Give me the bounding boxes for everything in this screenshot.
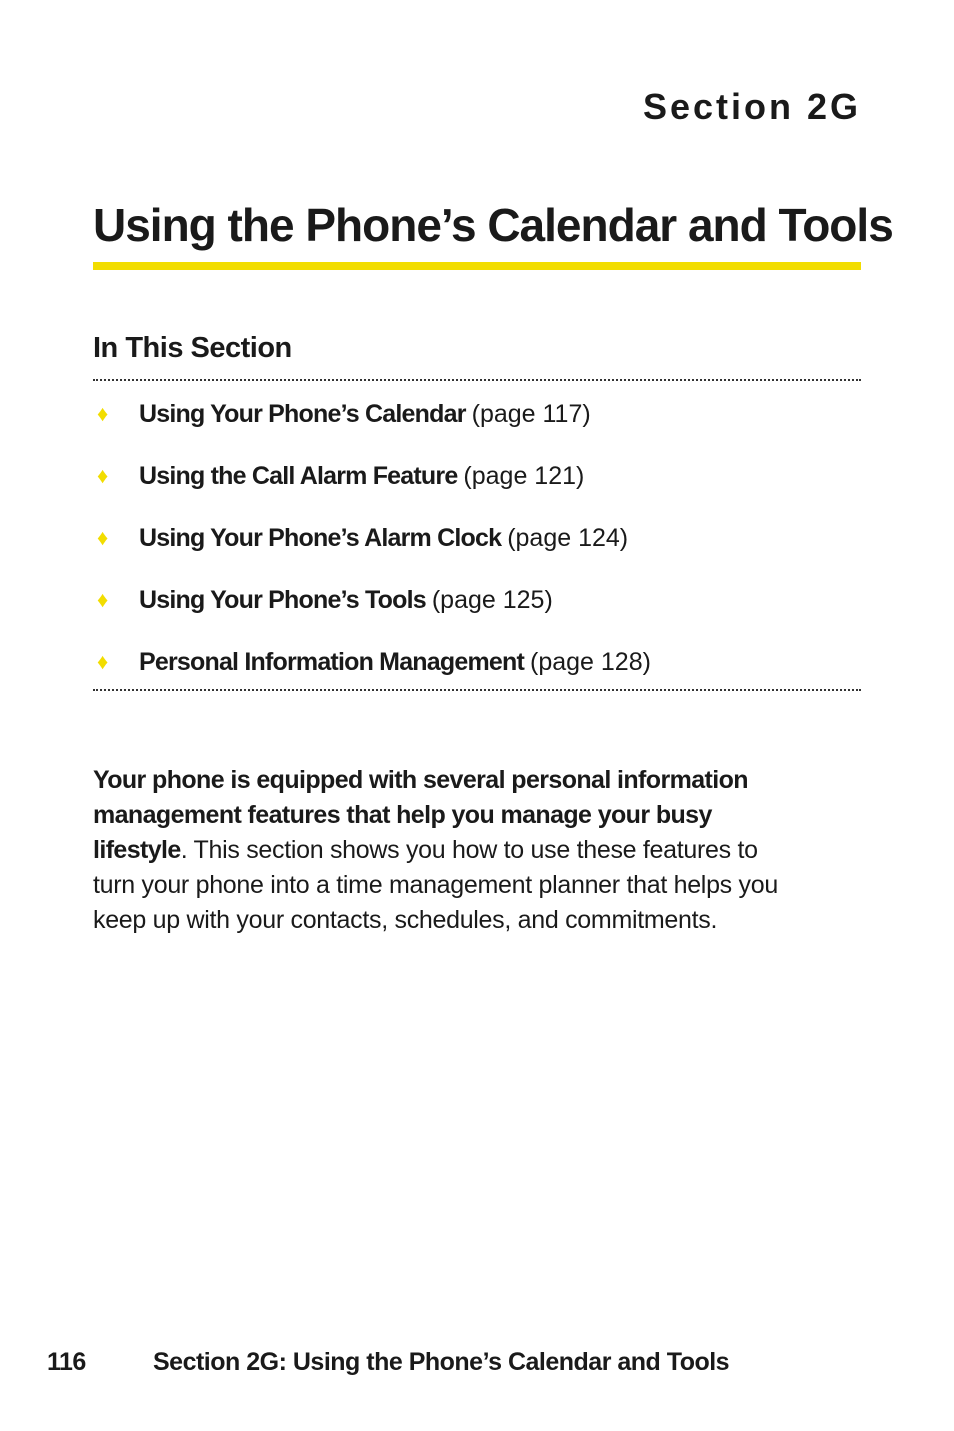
running-title: Section 2G: Using the Phone’s Calendar and Tools bbox=[153, 1348, 730, 1376]
dotted-divider-bottom bbox=[93, 689, 861, 691]
toc-item[interactable] bbox=[93, 396, 861, 458]
toc-item-page: (page 128) bbox=[530, 648, 651, 676]
page-number: 116 bbox=[47, 1348, 86, 1376]
intro-paragraph bbox=[93, 763, 783, 938]
toc-item[interactable] bbox=[93, 644, 861, 706]
intro-body: . This section shows you how to use these features to turn your phone into a time management planner that helps you keep up with your contacts, schedules, and commitments. bbox=[93, 836, 778, 934]
diamond-icon: ♦ bbox=[97, 525, 109, 550]
toc-item-title: Using Your Phone’s Alarm Clock bbox=[139, 524, 502, 552]
toc-item-title: Using Your Phone’s Calendar bbox=[139, 400, 466, 428]
toc-item-title: Using the Call Alarm Feature bbox=[139, 462, 458, 490]
page-footer bbox=[47, 1348, 729, 1377]
toc-item[interactable] bbox=[93, 520, 861, 582]
toc-item[interactable] bbox=[93, 458, 861, 520]
toc-item-page: (page 121) bbox=[463, 462, 585, 490]
page-title: Using the Phone’s Calendar and Tools bbox=[93, 199, 893, 251]
toc-item-page: (page 117) bbox=[471, 400, 591, 428]
diamond-icon: ♦ bbox=[97, 649, 109, 674]
section-contents-list bbox=[93, 396, 861, 706]
toc-item-page: (page 125) bbox=[431, 586, 553, 614]
in-this-section-heading: In This Section bbox=[93, 332, 292, 364]
toc-item-page: (page 124) bbox=[507, 524, 629, 552]
toc-item-title: Using Your Phone’s Tools bbox=[139, 586, 426, 614]
title-rule bbox=[93, 262, 861, 270]
dotted-divider-top bbox=[93, 379, 861, 381]
diamond-icon: ♦ bbox=[97, 463, 109, 488]
section-label: Section 2G bbox=[642, 86, 861, 127]
diamond-icon: ♦ bbox=[97, 587, 109, 612]
toc-item-title: Personal Information Management bbox=[139, 648, 524, 676]
intro-lead: Your phone is equipped with several personal information management features that help you manage your busy lifestyle bbox=[93, 766, 748, 864]
toc-item[interactable] bbox=[93, 582, 861, 644]
diamond-icon: ♦ bbox=[97, 401, 109, 426]
